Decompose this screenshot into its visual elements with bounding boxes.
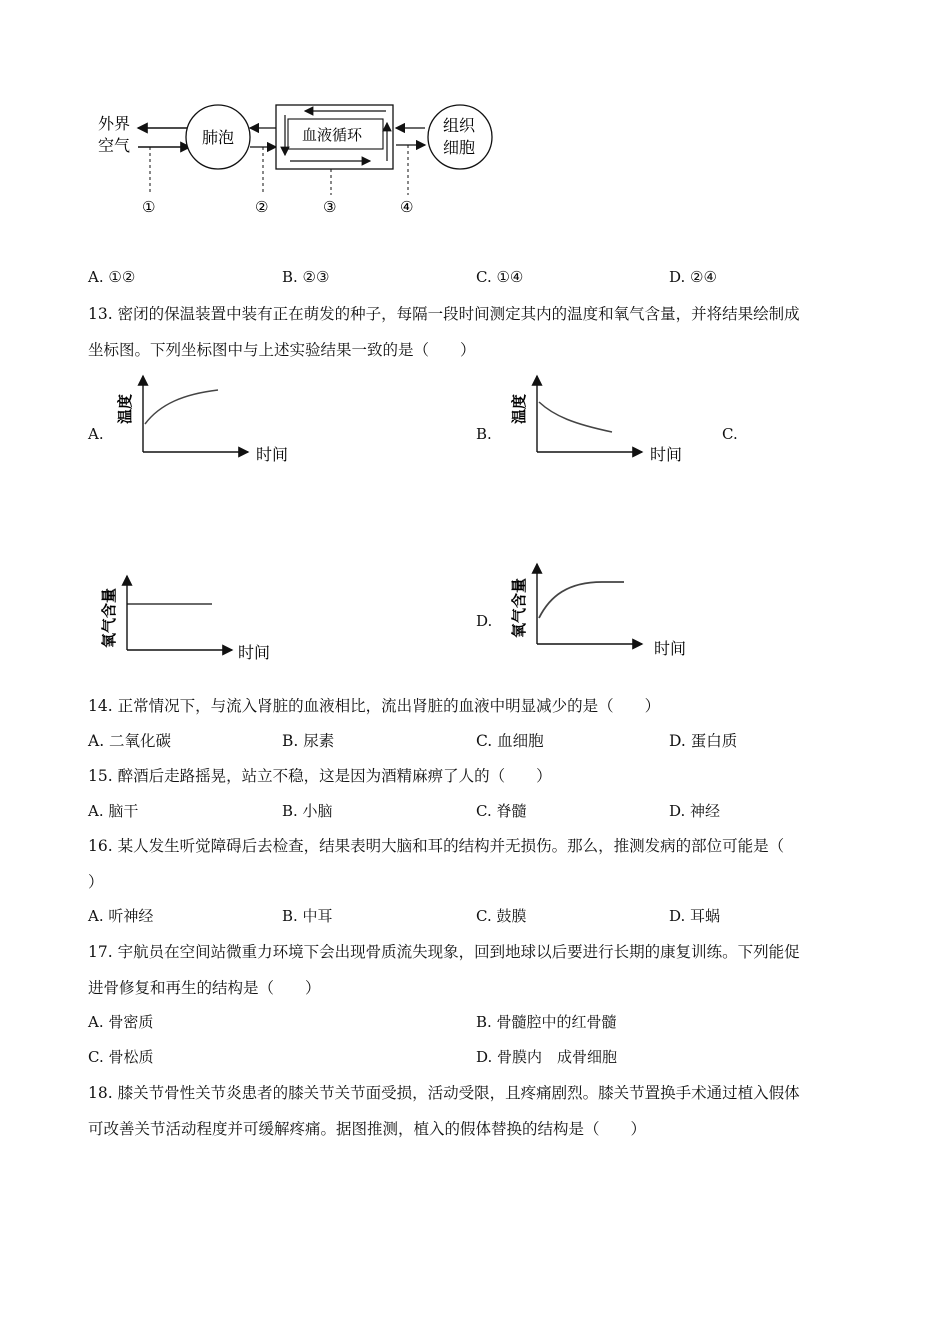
graph-d-ylabel: 氧气含量 [510, 577, 528, 638]
q16-stem-1: 16. 某人发生听觉障碍后去检查，结果表明大脑和耳的结构并无损伤。那么，推测发病的部位可能是（ [88, 837, 785, 855]
graph-c[interactable] [92, 566, 292, 666]
graph-b-xlabel: 时间 [650, 445, 683, 464]
q18-stem-2: 可改善关节活动程度并可缓解疼痛。据图推测，植入的假体替换的结构是（ ） [88, 1120, 647, 1138]
graph-a-ylabel: 温度 [116, 393, 134, 424]
q15-option-a[interactable]: A. 脑干 [88, 802, 139, 820]
q13-label-b[interactable]: B. [476, 425, 492, 443]
q17-option-a[interactable]: A. 骨密质 [88, 1013, 154, 1031]
q14-option-b[interactable]: B. 尿素 [282, 732, 335, 750]
tissue-cells-circle [428, 105, 492, 169]
q15-option-d[interactable]: D. 神经 [669, 802, 721, 820]
q15-option-c[interactable]: C. 脊髓 [476, 802, 527, 820]
q12-option-b[interactable]: B. ②③ [282, 268, 330, 286]
q13-label-a[interactable]: A. [88, 425, 104, 443]
q13-stem-1: 13. 密闭的保温装置中装有正在萌发的种子，每隔一段时间测定其内的温度和氧气含量，并将结果绘制成 [88, 305, 800, 323]
q17-option-b[interactable]: B. 骨髓腔中的红骨髓 [476, 1013, 617, 1031]
graph-c-xlabel: 时间 [238, 643, 271, 662]
marker-1: ① [142, 198, 156, 216]
tissue-cells-label-2: 细胞 [443, 138, 476, 157]
q14-option-c[interactable]: C. 血细胞 [476, 732, 544, 750]
q15-option-b[interactable]: B. 小脑 [282, 802, 333, 820]
graph-b-curve [539, 402, 612, 432]
q17-option-d[interactable]: D. 骨膜内 成骨细胞 [476, 1048, 618, 1066]
graph-d[interactable] [502, 560, 702, 660]
alveoli-label: 肺泡 [202, 128, 235, 147]
graph-b-ylabel: 温度 [510, 393, 528, 424]
marker-3: ③ [323, 198, 337, 216]
q16-option-b[interactable]: B. 中耳 [282, 907, 333, 925]
q14-option-d[interactable]: D. 蛋白质 [669, 732, 738, 750]
outside-air-label-1: 外界 [98, 114, 131, 133]
q12-option-a[interactable]: A. ①② [88, 268, 136, 286]
graph-a-curve [145, 390, 218, 424]
q18-stem-1: 18. 膝关节骨性关节炎患者的膝关节关节面受损，活动受限，且疼痛剧烈。膝关节置换手术通过植入假体 [88, 1084, 800, 1102]
q16-option-d[interactable]: D. 耳蜗 [669, 907, 721, 925]
q13-stem-2: 坐标图。下列坐标图中与上述实验结果一致的是（ ） [88, 341, 476, 359]
graph-d-curve [539, 582, 624, 618]
tissue-cells-label-1: 组织 [443, 116, 476, 135]
respiration-diagram [90, 95, 510, 225]
outside-air-label-2: 空气 [98, 136, 131, 155]
q14-option-a[interactable]: A. 二氧化碳 [88, 732, 172, 750]
q12-option-c[interactable]: C. ①④ [476, 268, 524, 286]
circulation-label: 血液循环 [302, 126, 363, 144]
q16-stem-2: ） [88, 873, 104, 891]
graph-a-xlabel: 时间 [256, 445, 289, 464]
q17-stem-2: 进骨修复和再生的结构是（ ） [88, 979, 321, 997]
q15-stem: 15. 醉酒后走路摇晃，站立不稳，这是因为酒精麻痹了人的（ ） [88, 767, 552, 785]
q17-stem-1: 17. 宇航员在空间站微重力环境下会出现骨质流失现象，回到地球以后要进行长期的康复训练。下列能促 [88, 943, 800, 961]
q17-option-c[interactable]: C. 骨松质 [88, 1048, 154, 1066]
q13-label-c[interactable]: C. [722, 425, 738, 443]
q14-stem: 14. 正常情况下，与流入肾脏的血液相比，流出肾脏的血液中明显减少的是（ ） [88, 697, 661, 715]
graph-b[interactable] [502, 368, 692, 468]
q13-label-d[interactable]: D. [476, 612, 493, 630]
graph-c-ylabel: 氧气含量 [100, 587, 118, 648]
marker-4: ④ [400, 198, 414, 216]
marker-2: ② [255, 198, 269, 216]
q12-option-d[interactable]: D. ②④ [669, 268, 717, 286]
q16-option-c[interactable]: C. 鼓膜 [476, 907, 527, 925]
graph-a[interactable] [108, 368, 298, 468]
q16-option-a[interactable]: A. 听神经 [88, 907, 154, 925]
graph-d-xlabel: 时间 [654, 639, 687, 658]
